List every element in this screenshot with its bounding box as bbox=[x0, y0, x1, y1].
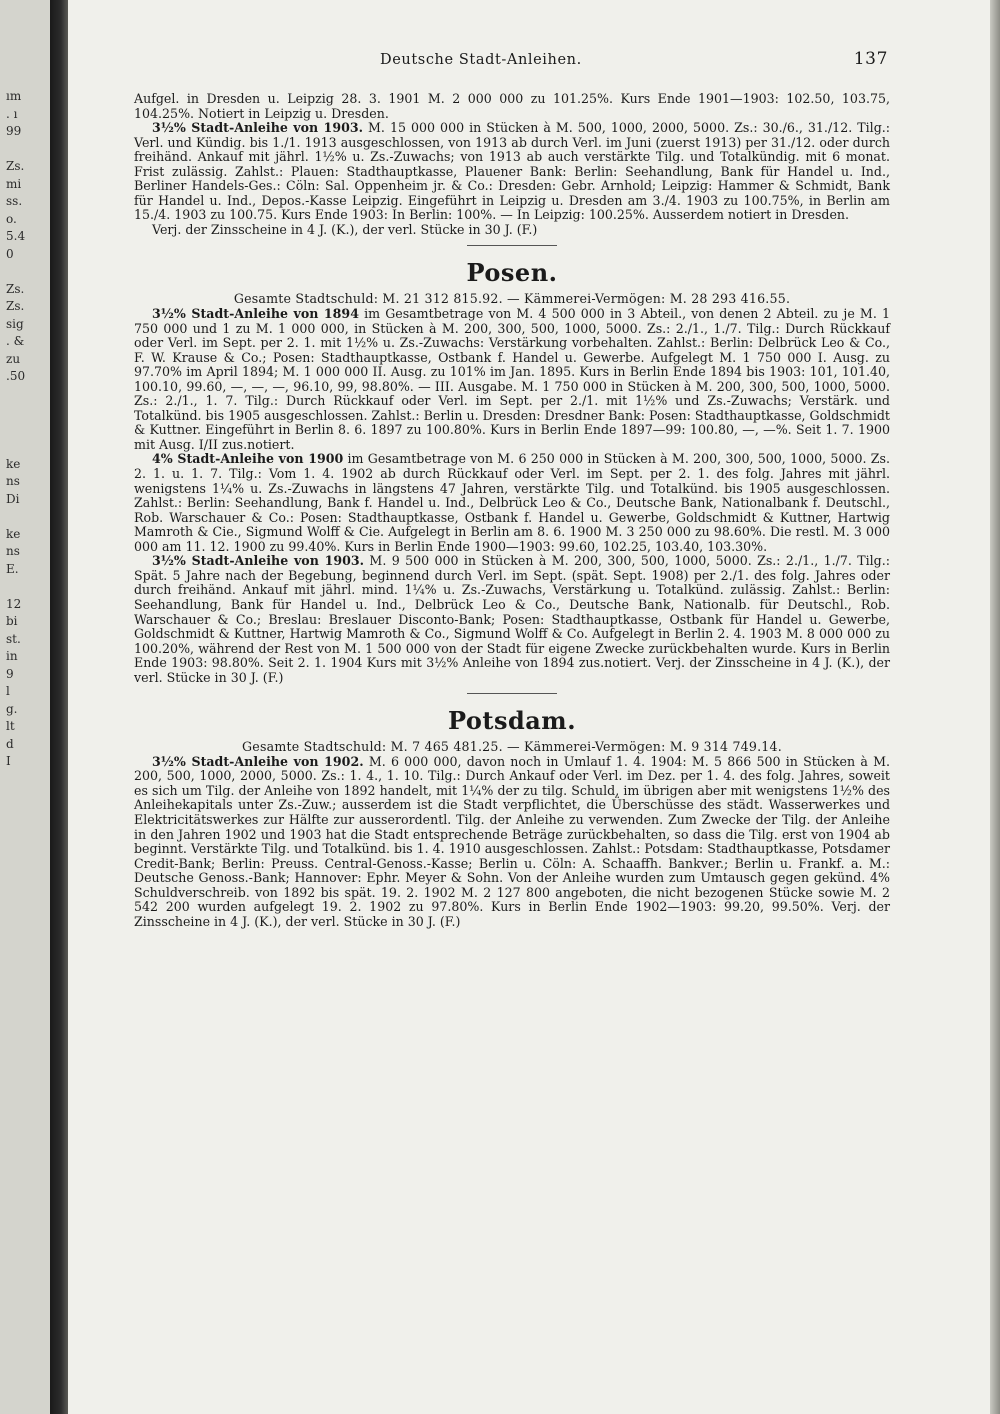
book-gutter bbox=[50, 0, 68, 1414]
potsdam-loan-1902 bbox=[134, 755, 890, 930]
dresden-para-3: Verj. der Zinsscheine in 4 J. (K.), der verl. Stücke in 30 J. (F.) bbox=[152, 221, 538, 237]
dresden-para-2 bbox=[134, 121, 890, 223]
dresden-loan-text: M. 15 000 000 in Stücken à M. 500, 1000, 2000, 5000. Zs.: 30./6., 31./12. Tilg.: Verl. und Kündig. bis 1./1. 1913 ausgeschlossen, von 1913 ab durch Verl. im Juni (zuerst 1913) per 31./12. oder durch freihänd. Ankauf mit jährl. 1½% u. Zs.-Zuwachs; von 1913 ab auch verstärkte Tilg. und Totalkündig. mit 6 monat. Frist zulässig. Zahlst.: Plauen: Stadthauptkasse, Plauener Bank: Berlin: Seehandlung, Bank für Handel u. Ind., Berliner Handels-Ges.: Cöln: Sal. Oppenheim jr. & Co.: Dresden: Gebr. Arnhold; Leipzig: Hammer & Schmidt, Bank für Handel u. Ind., Depos.-Kasse Leipzig. Eingeführt in Leipzig u. Dresden am 3./4. 1903 zu 100.75%, in Berlin am 15./4. 1903 zu 100.75. Kurs Ende 1903: In Berlin: 100%. — In Leipzig: 100.25%. Ausserdem notiert in Dresden. bbox=[134, 120, 890, 223]
posen-section bbox=[134, 258, 890, 685]
loan-text: M. 9 500 000 in Stücken à M. 200, 300, 500, 1000, 5000. Zs.: 2./1., 1./7. Tilg.: Spät. 5 Jahre nach der Begebung, beginnend durch Verl. im Sept. (spät. Sept. 1908) per 2./1. des folg. Jahres oder durch freihänd. Ankauf mit jährl. mind. 1¼% u. Zs.-Zuwachs, Verstärkung u. Totalkünd. zulässig. Zahlst.: Berlin: Seehandlung, Bank für Handel u. Ind., Delbrück Leo & Co., Deutsche Bank, Nationalb. für Deutschl., Rob. Warschauer & Co.; Breslau: Breslauer Disconto-Bank; Posen: Stadthauptkasse, Ostbank für Handel u. Gewerbe, Goldschmidt & Kuttner, Hartwig Mamroth & Co., Sigmund Wolff & Co. Aufgelegt in Berlin 2. 4. 1903 M. 8 000 000 zu 100.20%, während der Rest von M. 1 500 000 von der Stadt für eigene Zwecke zurückbehalten wurde. Kurs in Berlin Ende 1903: 98.80%. Seit 2. 1. 1904 Kurs mit 3½% Anleihe von 1894 zus.notiert. Verj. der Zinsscheine in 4 J. (K.), der verl. Stücke in 30 J. (F.) bbox=[134, 553, 890, 685]
posen-loan-1894 bbox=[134, 307, 890, 452]
section-divider bbox=[467, 693, 557, 694]
posen-total-debt: Gesamte Stadtschuld: M. 21 312 815.92. — Kämmerei-Vermögen: M. 28 293 416.55. bbox=[233, 291, 791, 307]
loan-text: M. 6 000 000, davon noch in Umlauf 1. 4. 1904: M. 5 866 500 in Stücken à M. 200, 500, 1000, 2000, 5000. Zs.: 1. 4., 1. 10. Tilg.: Durch Ankauf oder Verl. im Dez. per 1. 4. des folg. Jahres, soweit es sich um Tilg. der Anleihe von 1892 handelt, mit 1¼% der zu tilg. Schuld, im übrigen aber mit wenigstens 1½% des Anleihekapitals unter Zs.-Zuw.; ausserdem ist die Stadt verpflichtet, die Überschüsse des städt. Wasserwerkes und Elektricitätswerkes zur Hälfte zur ausserordentl. Tilg. der Anleihe zu verwenden. Zum Zwecke der Tilg. der Anleihe in den Jahren 1902 und 1903 hat die Stadt entsprechende Beträge zurückbehalten, so dass die Tilg. erst von 1904 ab beginnt. Verstärkte Tilg. und Totalkünd. bis 1. 4. 1910 ausgeschlossen. Zahlst.: Potsdam: Stadthauptkasse, Potsdamer Credit-Bank; Berlin: Preuss. Central-Genoss.-Kasse; Berlin u. Cöln: A. Schaaffh. Bankver.; Berlin u. Frankf. a. M.: Deutsche Genoss.-Bank; Hannover: Ephr. Meyer & Sohn. Von der Anleihe wurden zum Umtausch gegen gekünd. 4% Schuldverschreib. von 1892 bis spät. 19. 2. 1902 M. 2 127 800 angeboten, die nicht bezogenen Stücke sowie M. 2 542 200 wurden aufgelegt 19. 2. 1902 zu 97.80%. Kurs in Berlin Ende 1902—1903: 99.20, 99.50%. Verj. der Zinsscheine in 4 J. (K.), der verl. Stücke in 30 J. (F.) bbox=[134, 753, 890, 929]
running-title: Deutsche Stadt-Anleihen. bbox=[380, 52, 582, 68]
loan-heading: 3½% Stadt-Anleihe von 1894 bbox=[152, 306, 359, 322]
potsdam-total-debt: Gesamte Stadtschuld: M. 7 465 481.25. — Kämmerei-Vermögen: M. 9 314 749.14. bbox=[242, 739, 782, 755]
page-edge bbox=[990, 0, 1000, 1414]
loan-heading: 4% Stadt-Anleihe von 1900 bbox=[152, 451, 344, 467]
dresden-continuation bbox=[134, 92, 890, 237]
posen-loan-1903 bbox=[134, 554, 890, 685]
posen-loan-1900 bbox=[134, 452, 890, 554]
page bbox=[68, 0, 1000, 1414]
previous-page-strip bbox=[0, 0, 50, 1414]
dresden-loan-heading: 3½% Stadt-Anleihe von 1903. bbox=[152, 120, 363, 136]
page-number: 137 bbox=[853, 49, 888, 69]
text-column bbox=[134, 92, 890, 929]
city-heading-posen: Posen. bbox=[466, 258, 558, 288]
potsdam-section bbox=[134, 706, 890, 929]
loan-heading: 3½% Stadt-Anleihe von 1902. bbox=[152, 753, 364, 769]
running-header bbox=[68, 49, 1000, 72]
city-heading-potsdam: Potsdam. bbox=[447, 706, 577, 736]
loan-heading: 3½% Stadt-Anleihe von 1903. bbox=[152, 553, 365, 569]
dresden-para-1: Aufgel. in Dresden u. Leipzig 28. 3. 1901 M. 2 000 000 zu 101.25%. Kurs Ende 1901—1903: 102.50, 103.75, 104.25%. Notiert in Leipzig u. Dresden. bbox=[134, 91, 890, 121]
previous-page-fragments: ım . ı 99 Zs. mi ss. o. 5.4 0 Zs. Zs. sig . & zu .50 ke ns Di ke ns E. 12 bi st. in 9 l g. lt d I bbox=[6, 89, 26, 768]
loan-text: im Gesamtbetrage von M. 4 500 000 in 3 Abteil., von denen 2 Abteil. zu je M. 1 750 000 und 1 zu M. 1 000 000, in Stücken à M. 200, 300, 500, 1000, 5000. Zs.: 2./1., 1./7. Tilg.: Durch Rückkauf oder Verl. im Sept. per 2. 1. mit 1½% u. Zs.-Zuwachs: Verstärkung vorbehalten. Zahlst.: Berlin: Delbrück Leo & Co., F. W. Krause & Co.; Posen: Stadthauptkasse, Ostbank f. Handel u. Gewerbe. Aufgelegt M. 1 750 000 I. Ausg. zu 97.70% im April 1894; M. 1 000 000 II. Ausg. zu 101% im Jan. 1895. Kurs in Berlin Ende 1894 bis 1903: 101, 101.40, 100.10, 99.60, —, —, —, 96.10, 99, 98.80%. — III. Ausgabe. M. 1 750 000 in Stücken à M. 200, 300, 500, 1000, 5000. Zs.: 2./1., 1. 7. Tilg.: Durch Rückkauf oder Verl. im Sept. per 2./1. mit 1½% und Zs.-Zuwachs; Verstärk. und Totalkünd. bis 1905 ausgeschlossen. Zahlst.: Berlin u. Dresden: Dresdner Bank: Posen: Stadthauptkasse, Goldschmidt & Kuttner. Eingeführt in Berlin 8. 6. 1897 zu 100.80%. Kurs in Berlin Ende 1897—99: 100.80, —, —%. Seit 1. 7. 1900 mit Ausg. I/II zus.notiert. bbox=[134, 306, 890, 452]
section-divider bbox=[467, 245, 557, 246]
loan-text: im Gesamtbetrage von M. 6 250 000 in Stücken à M. 200, 300, 500, 1000, 5000. Zs. 2. 1. u. 1. 7. Tilg.: Vom 1. 4. 1902 ab durch Rückkauf oder Verl. im Sept. per 2. 1. des folg. Jahres mit jährl. wenigstens 1¼% u. Zs.-Zuwachs in längstens 47 Jahren, verstärkte Tilg. und Totalkünd. bis 1905 ausgeschlossen. Zahlst.: Berlin: Seehandlung, Bank f. Handel u. Ind., Delbrück Leo & Co., Deutsche Bank, Nationalbank f. Deutschl., Rob. Warschauer & Co.: Posen: Stadthauptkasse, Ostbank f. Handel u. Gewerbe, Goldschmidt & Kuttner, Hartwig Mamroth & Cie., Sigmund Wolff & Cie. Aufgelegt in Berlin am 8. 6. 1900 M. 3 250 000 zu 98.60%. Die restl. M. 3 000 000 am 11. 12. 1900 zu 99.40%. Kurs in Berlin Ende 1900—1903: 99.60, 102.25, 103.40, 103.30%. bbox=[134, 451, 890, 554]
